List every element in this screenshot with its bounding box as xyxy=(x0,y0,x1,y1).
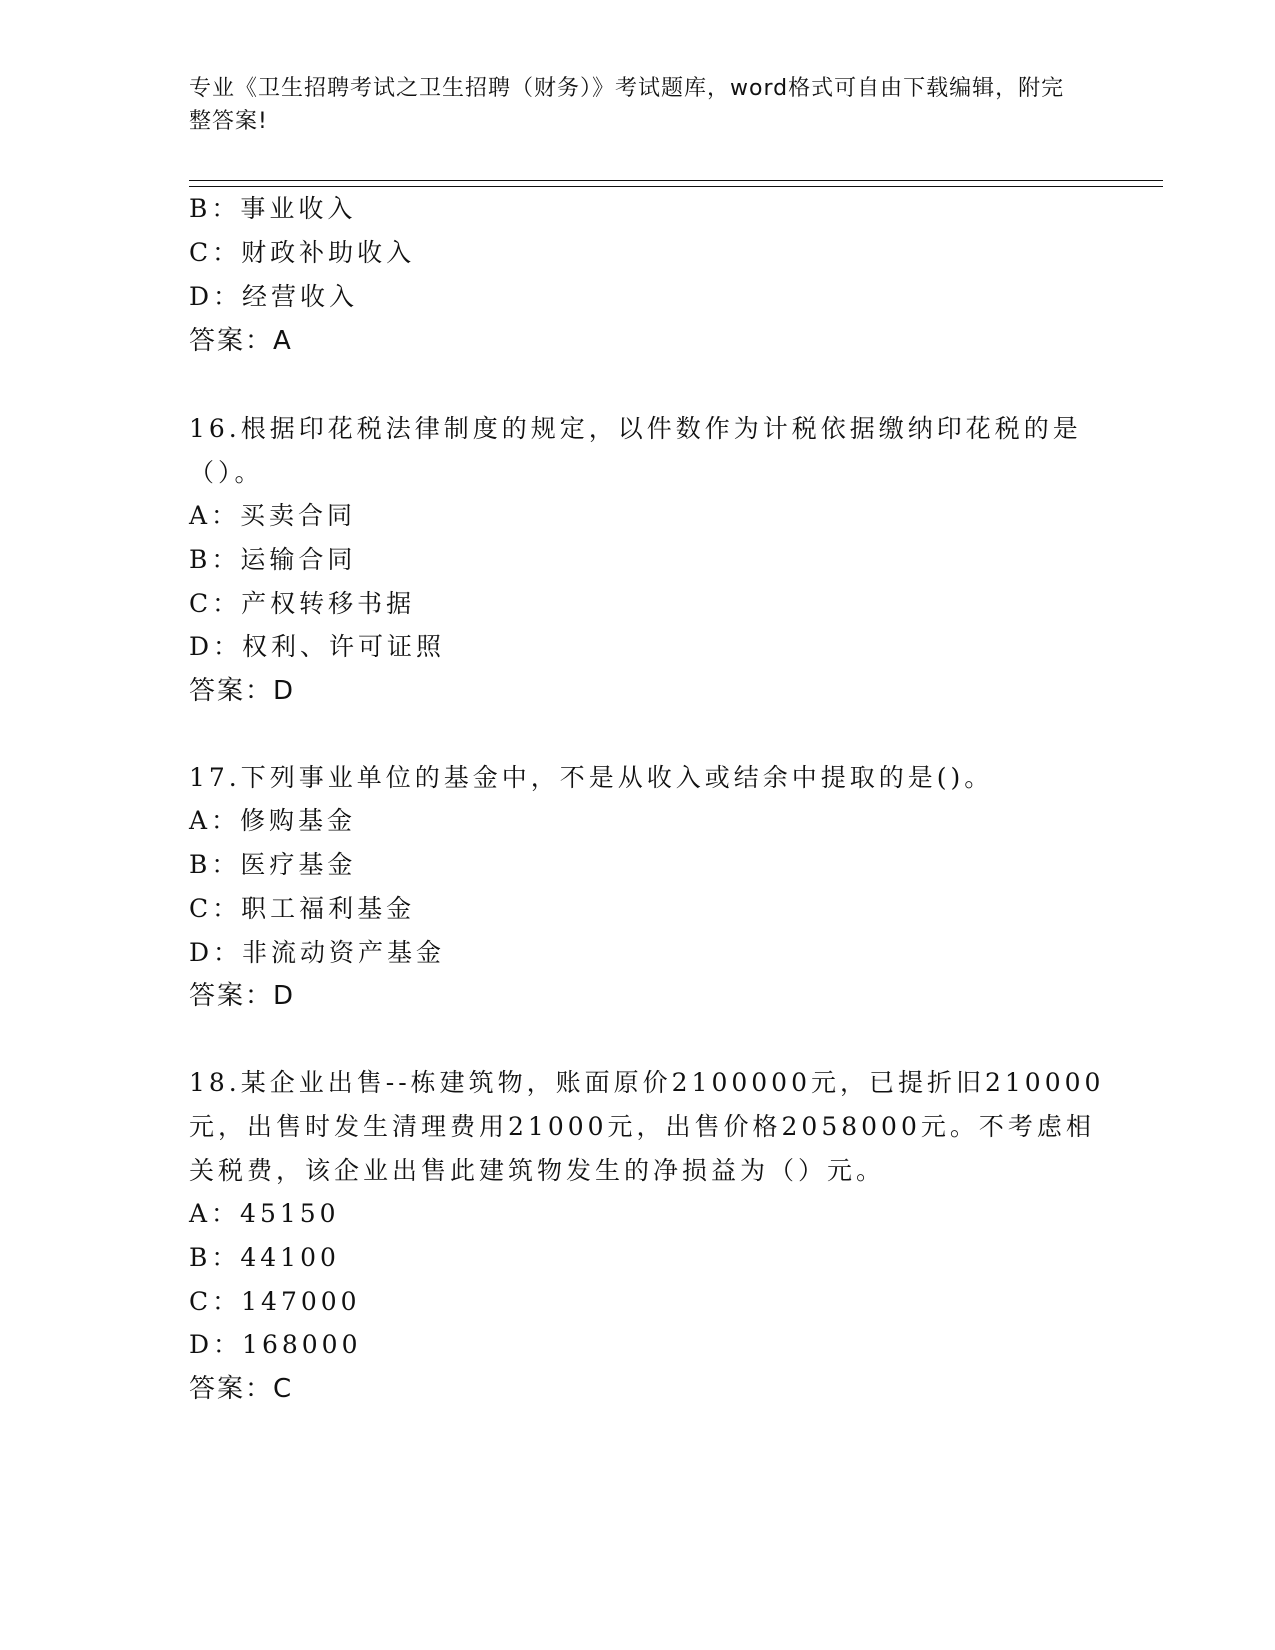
option-c: C：产权转移书据 xyxy=(189,589,416,618)
question-18-stem-cont: 元，出售时发生清理费用21000元，出售价格2058000元。不考虑相 xyxy=(189,1112,1095,1141)
option-a: A：45150 xyxy=(189,1199,340,1228)
option-b: B：事业收入 xyxy=(189,194,357,223)
option-d: D：权利、许可证照 xyxy=(189,632,446,661)
answer-line: 答案：C xyxy=(189,1374,294,1404)
option-c: C：147000 xyxy=(189,1287,361,1316)
option-a: A：修购基金 xyxy=(189,806,357,835)
header-divider-top xyxy=(189,180,1163,181)
option-c: C：财政补助收入 xyxy=(189,238,416,267)
option-d: D：168000 xyxy=(189,1330,362,1359)
option-d: D：非流动资产基金 xyxy=(189,938,446,967)
question-18-stem: 18.某企业出售--栋建筑物，账面原价2100000元，已提折旧210000 xyxy=(189,1068,1105,1097)
option-c: C：职工福利基金 xyxy=(189,894,416,923)
answer-line: 答案：A xyxy=(189,326,293,356)
option-b: B：医疗基金 xyxy=(189,850,357,879)
option-b: B：运输合同 xyxy=(189,545,357,574)
option-a: A：买卖合同 xyxy=(189,501,357,530)
option-d: D：经营收入 xyxy=(189,282,359,311)
option-b: B：44100 xyxy=(189,1243,340,1272)
document-header: 专业《卫生招聘考试之卫生招聘（财务）》考试题库，word格式可自由下载编辑，附完整答案! xyxy=(189,76,1065,134)
answer-line: 答案：D xyxy=(189,676,296,706)
question-16-stem-cont: （）。 xyxy=(189,458,264,487)
question-16-stem: 16.根据印花税法律制度的规定，以件数作为计税依据缴纳印花税的是 xyxy=(189,414,1082,443)
question-18-stem-cont: 关税费，该企业出售此建筑物发生的净损益为（）元。 xyxy=(189,1156,886,1185)
header-divider-bottom xyxy=(189,186,1163,187)
question-17-stem: 17.下列事业单位的基金中，不是从收入或结余中提取的是()。 xyxy=(189,763,994,792)
answer-line: 答案：D xyxy=(189,981,296,1011)
